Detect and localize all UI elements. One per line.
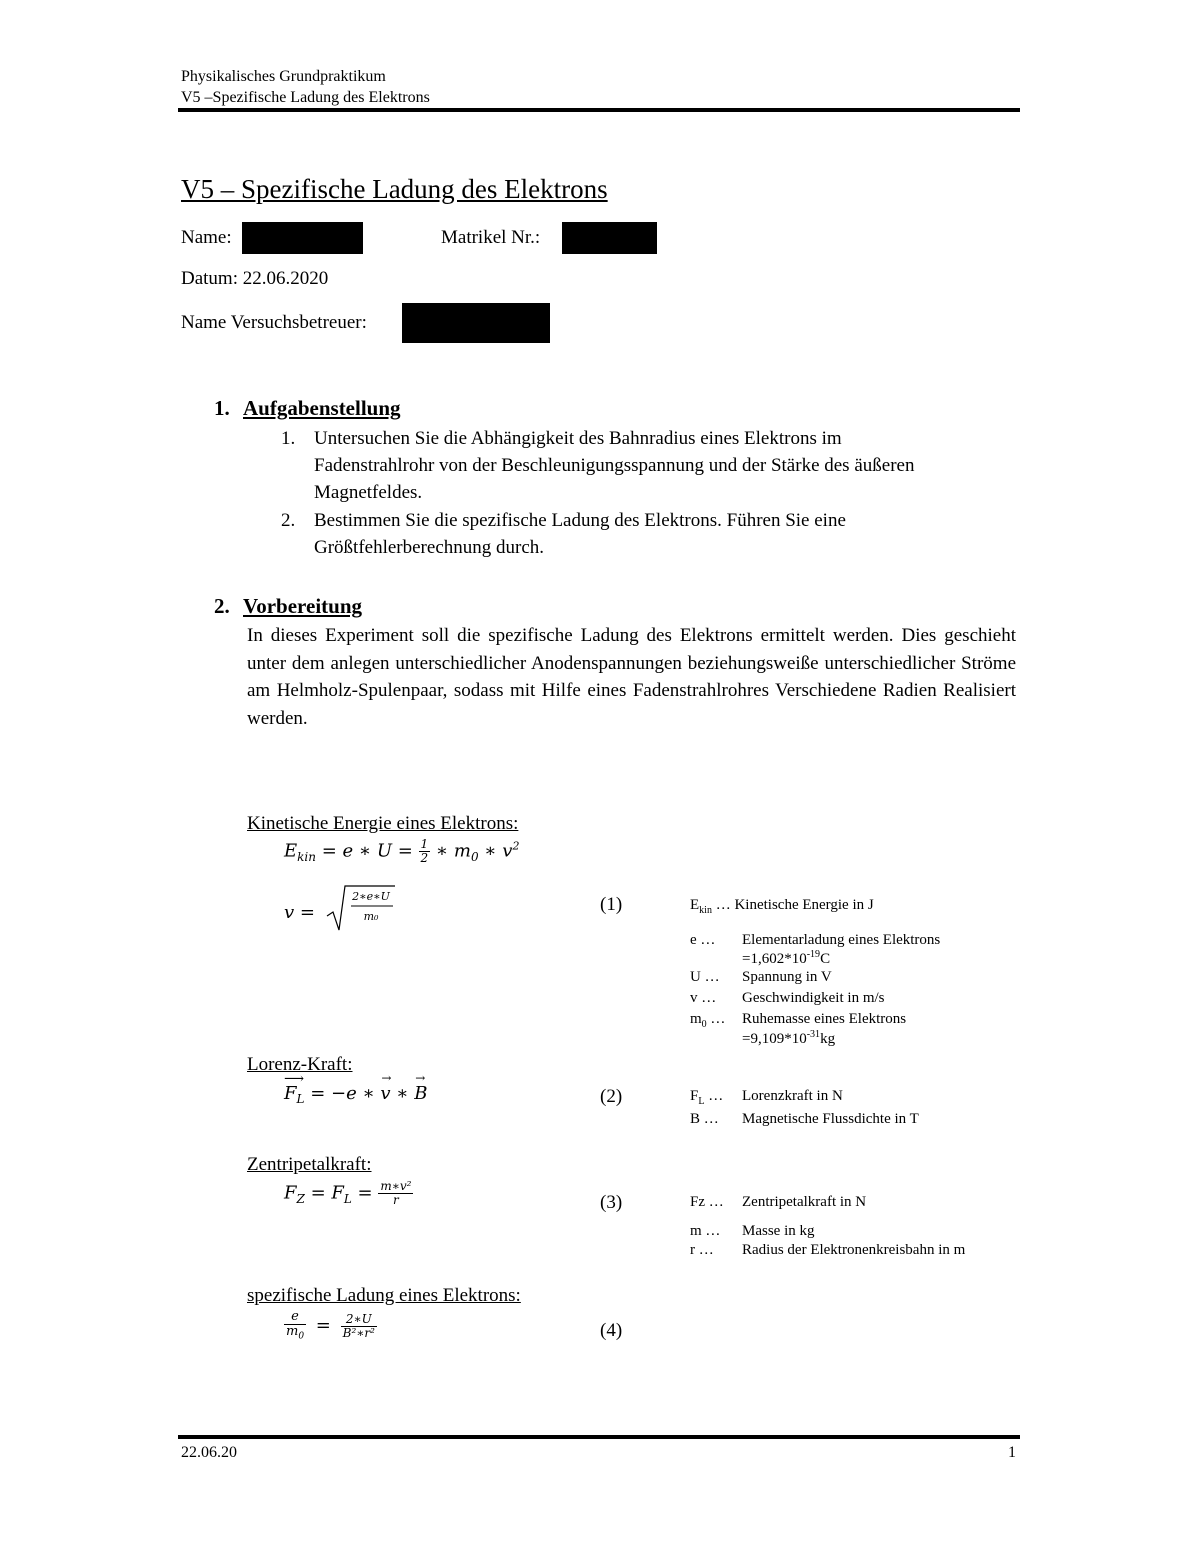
section-2-number: 2. bbox=[214, 594, 230, 618]
legend-m0-desc: Ruhemasse eines Elektrons bbox=[742, 1011, 907, 1027]
legend-u-symbol: U … bbox=[690, 969, 720, 985]
matrikel-label: Matrikel Nr.: bbox=[441, 227, 541, 248]
footer-rule bbox=[178, 1435, 1020, 1439]
legend-m0-value: $=9,109*10^{-31}kg$ bbox=[742, 1029, 836, 1047]
centripetal-formula: $F_Z = F_L$ = $\frac{\text{m∗v²}}{r}$ bbox=[284, 1179, 412, 1208]
lorentz-heading: Lorenz-Kraft: bbox=[247, 1054, 353, 1075]
betreuer-label: Name Versuchsbetreuer: bbox=[181, 312, 367, 333]
footer-date: 22.06.20 bbox=[181, 1444, 237, 1461]
task-1-number: 1. bbox=[281, 428, 296, 449]
redacted-matrikel bbox=[562, 222, 657, 254]
legend-u-desc: Spannung in V bbox=[742, 969, 832, 985]
section-2-heading bbox=[214, 594, 362, 619]
redacted-name bbox=[242, 222, 363, 254]
legend-b-desc: Magnetische Flussdichte in T bbox=[742, 1111, 919, 1127]
specific-charge-formula: $\frac{e}{m_0}$ = $\frac{2∗U}{\text{B²∗r²}}$ bbox=[286, 1309, 375, 1342]
legend-m-desc: Masse in kg bbox=[742, 1223, 815, 1239]
task-1-line-1: Untersuchen Sie die Abhängigkeit des Bahnradius eines Elektrons im bbox=[314, 428, 842, 449]
task-2-line-1: Bestimmen Sie die spezifische Ladung des Elektrons. Führen Sie eine bbox=[314, 510, 846, 531]
task-2-number: 2. bbox=[281, 510, 296, 531]
header-line-2: V5 –Spezifische Ladung des Elektrons bbox=[181, 89, 430, 106]
lorentz-formula: ⟶ $F_L = -e$ ∗ → v ∗ → B bbox=[284, 1071, 428, 1106]
name-label: Name: bbox=[181, 227, 232, 248]
legend-e-symbol: e … bbox=[690, 932, 716, 948]
header-rule bbox=[178, 108, 1020, 112]
task-1-line-2: Fadenstrahlrohr von der Beschleunigungsspannung und der Stärke des äußeren bbox=[314, 455, 915, 476]
header-line-1: Physikalisches Grundpraktikum bbox=[181, 68, 386, 85]
sqrt-icon bbox=[325, 882, 397, 932]
legend-ekin: $E_{kin}$ … Kinetische Energie in J bbox=[690, 897, 874, 916]
equation-number-4: (4) bbox=[600, 1320, 623, 1341]
page-number: 1 bbox=[1008, 1444, 1016, 1461]
legend-fl-symbol: $F_L$ … bbox=[690, 1088, 724, 1107]
section-1-title: Aufgabenstellung bbox=[243, 396, 401, 420]
legend-fl-desc: Lorenzkraft in N bbox=[742, 1088, 843, 1104]
task-1-line-3: Magnetfeldes. bbox=[314, 482, 423, 503]
legend-fz-desc: Zentripetalkraft in N bbox=[742, 1194, 867, 1210]
legend-v-symbol: v … bbox=[690, 990, 717, 1006]
datum-value: 22.06.2020 bbox=[242, 268, 329, 289]
section-1-heading bbox=[214, 396, 401, 421]
legend-m0-symbol: $m_0$ … bbox=[690, 1011, 726, 1030]
equation-number-2: (2) bbox=[600, 1086, 623, 1107]
velocity-formula: v = 2∗e∗U m₀ bbox=[284, 882, 397, 932]
section-2-title: Vorbereitung bbox=[243, 594, 363, 618]
legend-v-desc: Geschwindigkeit in m/s bbox=[742, 990, 885, 1006]
svg-text:2∗e∗U: 2∗e∗U bbox=[351, 890, 390, 903]
datum-label: Datum: bbox=[181, 268, 238, 289]
svg-text:m₀: m₀ bbox=[363, 910, 379, 923]
equation-number-3: (3) bbox=[600, 1192, 623, 1213]
centripetal-heading: Zentripetalkraft: bbox=[247, 1154, 372, 1175]
datum-field bbox=[181, 268, 328, 290]
task-2-line-2: Größtfehlerberechnung durch. bbox=[314, 537, 545, 558]
legend-r-desc: Radius der Elektronenkreisbahn in m bbox=[742, 1242, 966, 1258]
legend-e-desc: Elementarladung eines Elektrons bbox=[742, 932, 941, 948]
specific-charge-heading: spezifische Ladung eines Elektrons: bbox=[247, 1285, 521, 1306]
legend-fz-symbol: Fz … bbox=[690, 1194, 724, 1210]
legend-m-symbol: m … bbox=[690, 1223, 721, 1239]
kinetic-heading: Kinetische Energie eines Elektrons: bbox=[247, 813, 519, 834]
legend-r-symbol: r … bbox=[690, 1242, 714, 1258]
kinetic-energy-formula: $E_{kin} = e$ ∗ U = $\frac{1}{2}$ ∗ $m_0$ ∗ $v^2$ bbox=[284, 837, 520, 866]
legend-e-value: $=1,602*10^{-19}C$ bbox=[742, 949, 831, 967]
page-title: V5 – Spezifische Ladung des Elektrons bbox=[181, 174, 608, 204]
section-2-paragraph: In dieses Experiment soll die spezifische Ladung des Elektrons ermittelt werden. Dies geschieht unter dem anlegen unterschiedlicher Anodenspannungen beziehungsweiße unterschiedlicher Ströme am Helmholz-Spulenpaar, sodass mit Hilfe eines Fadenstrahlrohres Verschiedene Radien Realisiert werden. bbox=[247, 625, 1016, 729]
section-1-number: 1. bbox=[214, 396, 230, 420]
redacted-betreuer bbox=[402, 303, 550, 343]
equation-number-1: (1) bbox=[600, 894, 623, 915]
legend-b-symbol: B … bbox=[690, 1111, 719, 1127]
